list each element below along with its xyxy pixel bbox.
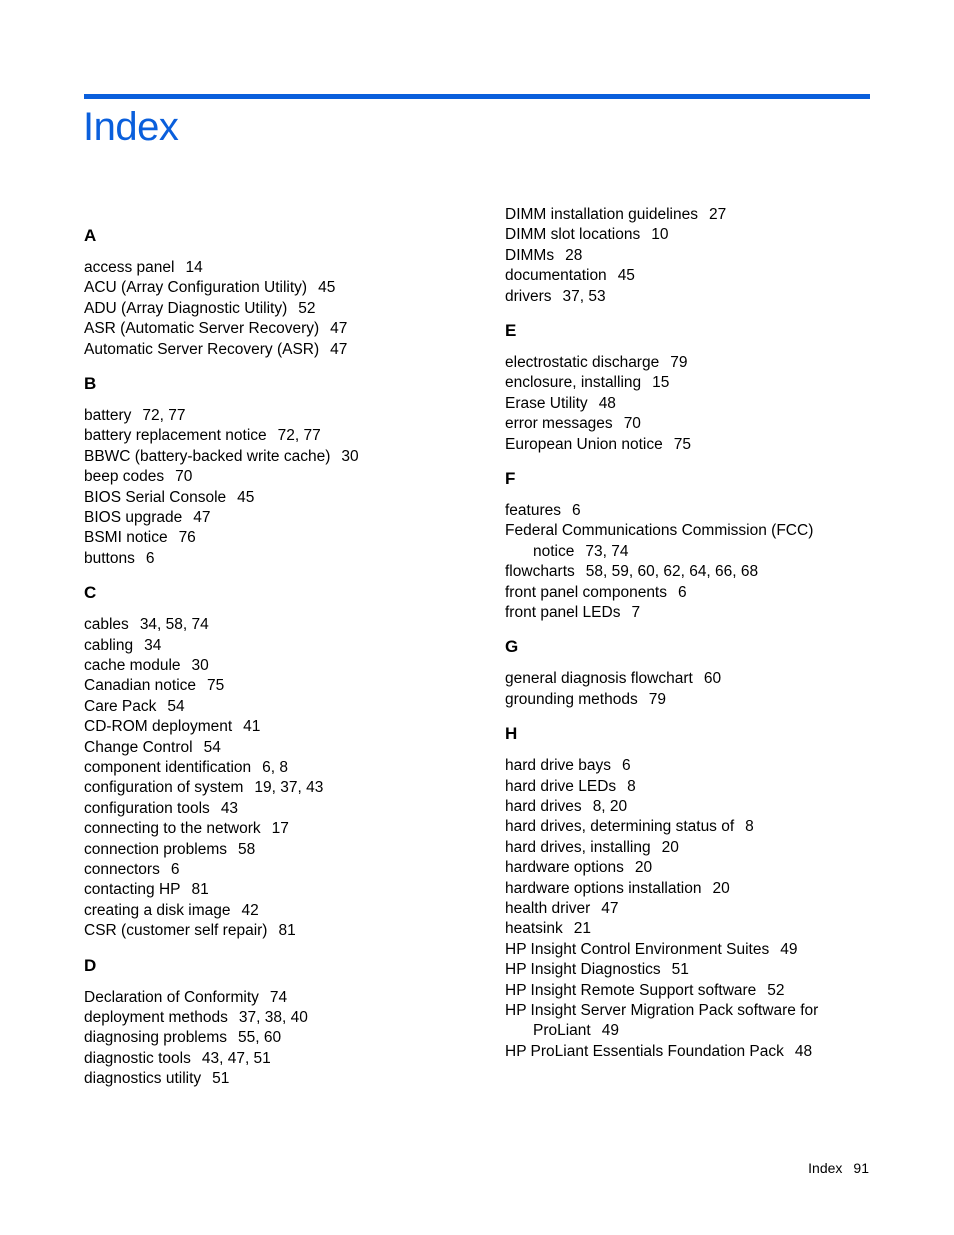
index-page-numbers: 60	[703, 670, 722, 688]
index-letter-heading: H	[505, 724, 518, 744]
index-term: general diagnosis flowchart	[505, 670, 693, 688]
index-page-numbers: 73, 74	[585, 542, 629, 560]
index-term: component identification	[84, 759, 252, 776]
index-page-numbers: 6	[572, 502, 581, 519]
index-term: contacting HP	[84, 881, 181, 899]
index-page-numbers: 20	[634, 859, 653, 877]
index-entry	[505, 583, 687, 603]
index-entry	[84, 319, 347, 339]
index-page-numbers: 10	[651, 226, 669, 244]
index-entry	[84, 467, 192, 487]
index-entry	[505, 1042, 812, 1062]
index-page-numbers: 37, 53	[562, 287, 606, 305]
index-entry	[505, 205, 726, 225]
index-term: electrostatic discharge	[505, 354, 660, 371]
index-term: ProLiant	[533, 1022, 591, 1040]
index-term: heatsink	[505, 920, 563, 938]
index-term: hardware options installation	[505, 879, 702, 897]
index-term: hard drive LEDs	[505, 777, 617, 795]
index-entry	[84, 860, 179, 880]
footer-page-number: 91	[853, 1160, 869, 1176]
index-term: battery replacement notice	[84, 427, 267, 445]
index-page-numbers: 49	[780, 940, 798, 958]
index-entry	[84, 656, 209, 676]
index-letter-heading: B	[84, 374, 97, 393]
index-entry	[84, 1028, 281, 1048]
index-page-numbers: 49	[601, 1022, 619, 1040]
index-page-numbers: 45	[237, 488, 255, 506]
index-page-numbers: 54	[203, 738, 221, 756]
index-page-numbers: 48	[794, 1042, 813, 1060]
index-term: documentation	[505, 267, 607, 285]
index-entry	[505, 287, 606, 307]
index-term: connection problems	[84, 840, 228, 858]
index-page-numbers: 75	[207, 677, 225, 695]
index-entry-continuation	[533, 1021, 619, 1041]
index-entry	[84, 528, 196, 548]
index-term: Federal Communications Commission (FCC)	[505, 522, 814, 540]
index-entry	[505, 669, 721, 689]
index-page-numbers: 81	[191, 881, 209, 899]
index-entry	[84, 258, 203, 278]
index-entry	[505, 373, 669, 393]
index-page-numbers: 41	[243, 718, 261, 736]
index-page-numbers: 47	[193, 509, 211, 526]
index-page-numbers: 6	[145, 549, 155, 567]
index-term: notice	[533, 542, 575, 560]
footer-label: Index	[808, 1160, 843, 1176]
index-entry	[84, 508, 210, 528]
index-entry	[84, 840, 255, 860]
index-page-numbers: 81	[278, 922, 296, 940]
index-term: DIMMs	[505, 246, 555, 264]
index-page-numbers: 55, 60	[238, 1029, 282, 1047]
index-entry	[84, 697, 185, 717]
index-page-numbers: 7	[631, 604, 641, 621]
index-term: Erase Utility	[505, 394, 588, 412]
index-term: hard drives	[505, 798, 582, 815]
index-letter-heading: A	[84, 226, 97, 245]
index-term: diagnostics utility	[84, 1070, 202, 1088]
index-term: ADU (Array Diagnostic Utility)	[84, 299, 288, 317]
index-entry	[84, 717, 260, 737]
index-term: HP ProLiant Essentials Foundation Pack	[505, 1042, 784, 1060]
index-term: battery	[84, 407, 132, 424]
index-page-numbers: 19, 37, 43	[254, 779, 324, 797]
index-term: flowcharts	[505, 563, 575, 581]
index-page-numbers: 6	[170, 861, 180, 878]
index-term: BSMI notice	[84, 529, 168, 547]
index-page-numbers: 30	[191, 657, 209, 674]
index-page-numbers: 76	[178, 529, 196, 547]
index-page-numbers: 70	[623, 415, 641, 433]
index-entry	[505, 521, 813, 541]
index-entry-continuation	[533, 542, 628, 562]
index-letter-heading: G	[505, 637, 519, 657]
index-entry	[84, 738, 221, 758]
index-entry	[505, 562, 758, 582]
index-entry	[84, 1049, 271, 1069]
index-page-numbers: 6	[678, 583, 687, 601]
index-term: cache module	[84, 657, 181, 674]
index-term: error messages	[505, 415, 613, 433]
index-page-numbers: 42	[241, 901, 259, 919]
index-term: CSR (customer self repair)	[84, 922, 268, 940]
index-term: hard drive bays	[505, 757, 611, 775]
index-term: HP Insight Control Environment Suites	[505, 940, 770, 958]
index-page-numbers: 47	[601, 900, 619, 917]
index-entry	[505, 777, 636, 797]
index-page-numbers: 54	[167, 697, 185, 715]
index-entry	[505, 960, 689, 980]
index-term: front panel LEDs	[505, 604, 621, 621]
index-term: cables	[84, 616, 129, 634]
index-entry	[84, 636, 161, 656]
index-entry	[84, 819, 289, 839]
index-entry	[84, 880, 209, 900]
index-page-numbers: 72, 77	[142, 407, 186, 424]
index-term: European Union notice	[505, 435, 663, 453]
index-entry	[505, 919, 591, 939]
index-term: BIOS upgrade	[84, 509, 183, 526]
index-term: beep codes	[84, 468, 165, 486]
index-entry	[505, 940, 797, 960]
index-page-numbers: 15	[652, 374, 670, 392]
page-footer	[808, 1158, 869, 1178]
index-page-numbers: 45	[318, 279, 336, 297]
index-term: CD-ROM deployment	[84, 718, 233, 736]
index-page-numbers: 74	[269, 988, 288, 1006]
index-page-numbers: 79	[648, 690, 666, 708]
index-term: creating a disk image	[84, 901, 231, 919]
index-term: Change Control	[84, 738, 193, 756]
index-entry	[505, 414, 641, 434]
index-term: ASR (Automatic Server Recovery)	[84, 320, 320, 338]
index-page-numbers: 51	[212, 1070, 230, 1088]
index-entry	[505, 603, 640, 623]
index-entry	[84, 921, 296, 941]
index-term: access panel	[84, 259, 175, 276]
index-page-numbers: 43	[220, 799, 239, 817]
index-entry	[84, 1008, 308, 1028]
index-entry	[505, 353, 687, 373]
index-term: deployment methods	[84, 1009, 228, 1026]
index-entry	[84, 676, 224, 696]
index-page-numbers: 47	[330, 320, 348, 338]
index-entry	[505, 899, 619, 919]
index-term: configuration tools	[84, 799, 210, 817]
index-entry	[84, 406, 186, 426]
index-entry	[505, 858, 652, 878]
index-page-numbers: 75	[673, 435, 691, 453]
index-entry	[505, 879, 730, 899]
index-page-numbers: 8	[627, 777, 636, 795]
index-term: configuration of system	[84, 779, 244, 797]
index-page-numbers: 14	[185, 259, 203, 276]
index-term: DIMM slot locations	[505, 226, 641, 244]
index-letter-heading: C	[84, 583, 97, 603]
index-term: DIMM installation guidelines	[505, 206, 698, 223]
index-entry	[84, 615, 209, 635]
index-entry	[84, 340, 347, 360]
index-page-numbers: 6	[621, 757, 631, 775]
index-entry	[84, 758, 288, 778]
index-term: HP Insight Remote Support software	[505, 981, 757, 999]
index-term: grounding methods	[505, 690, 638, 708]
title-rule	[84, 94, 870, 99]
index-term: BIOS Serial Console	[84, 488, 227, 506]
index-term: Automatic Server Recovery (ASR)	[84, 340, 320, 358]
index-entry	[505, 246, 582, 266]
index-page-numbers: 52	[767, 981, 785, 999]
index-entry	[505, 838, 679, 858]
index-page-numbers: 30	[341, 447, 359, 465]
index-page-numbers: 47	[330, 340, 348, 358]
index-term: diagnosing problems	[84, 1029, 228, 1047]
index-entry	[84, 901, 259, 921]
index-term: connecting to the network	[84, 820, 261, 838]
page-title: Index	[83, 105, 179, 149]
index-entry	[505, 266, 635, 286]
index-page-numbers: 70	[175, 468, 193, 486]
index-page-numbers: 58	[238, 840, 256, 858]
index-term: enclosure, installing	[505, 374, 642, 392]
index-entry	[84, 426, 321, 446]
index-entry	[505, 797, 627, 817]
index-page-numbers: 79	[670, 354, 688, 371]
index-entry	[84, 799, 238, 819]
index-entry	[505, 756, 631, 776]
index-letter-heading: E	[505, 321, 517, 340]
index-entry	[505, 817, 754, 837]
index-page-numbers: 58, 59, 60, 62, 64, 66, 68	[585, 563, 759, 581]
index-page-numbers: 51	[671, 961, 689, 979]
index-page-numbers: 48	[598, 394, 616, 412]
index-page-numbers: 20	[712, 879, 730, 897]
index-term: Care Pack	[84, 697, 157, 715]
index-entry	[84, 988, 287, 1008]
index-entry	[84, 488, 254, 508]
index-entry	[84, 549, 154, 569]
index-page-numbers: 8	[745, 818, 754, 836]
index-term: features	[505, 502, 562, 519]
index-page-numbers: 37, 38, 40	[238, 1009, 308, 1026]
index-page-numbers: 34, 58, 74	[139, 616, 209, 634]
index-entry	[505, 690, 666, 710]
index-page-numbers: 72, 77	[277, 427, 321, 445]
index-term: HP Insight Server Migration Pack software for	[505, 1002, 819, 1019]
index-term: BBWC (battery-backed write cache)	[84, 447, 331, 465]
index-page-numbers: 6, 8	[262, 759, 289, 776]
index-entry	[84, 299, 316, 319]
index-entry	[84, 778, 323, 798]
index-page-numbers: 20	[661, 838, 679, 856]
index-term: connectors	[84, 861, 160, 878]
index-term: drivers	[505, 287, 552, 305]
index-entry	[505, 1001, 818, 1021]
index-term: hardware options	[505, 859, 624, 877]
index-entry	[84, 278, 335, 298]
index-page-numbers: 17	[271, 820, 289, 838]
index-page-numbers: 27	[708, 206, 727, 223]
index-page-numbers: 52	[298, 299, 316, 317]
index-letter-heading: D	[84, 955, 97, 975]
index-entry	[505, 225, 668, 245]
index-term: ACU (Array Configuration Utility)	[84, 279, 308, 297]
index-term: HP Insight Diagnostics	[505, 961, 661, 979]
index-page-numbers: 8, 20	[592, 798, 628, 815]
index-entry	[505, 981, 785, 1001]
index-term: Canadian notice	[84, 677, 197, 695]
index-page-numbers: 45	[617, 267, 635, 285]
index-letter-heading: F	[505, 469, 516, 488]
index-entry	[84, 447, 359, 467]
index-term: Declaration of Conformity	[84, 988, 259, 1006]
index-entry	[505, 501, 581, 521]
index-page-numbers: 21	[573, 920, 591, 938]
index-entry	[84, 1069, 229, 1089]
index-term: front panel components	[505, 583, 667, 601]
index-entry	[505, 394, 616, 414]
index-term: hard drives, installing	[505, 838, 651, 856]
index-term: diagnostic tools	[84, 1049, 191, 1067]
index-term: buttons	[84, 549, 135, 567]
index-term: health driver	[505, 900, 591, 917]
index-term: cabling	[84, 636, 134, 654]
index-page-numbers: 28	[565, 246, 583, 264]
index-entry	[505, 435, 691, 455]
index-page-numbers: 43, 47, 51	[201, 1049, 271, 1067]
index-term: hard drives, determining status of	[505, 818, 735, 836]
index-page-numbers: 34	[144, 636, 162, 654]
